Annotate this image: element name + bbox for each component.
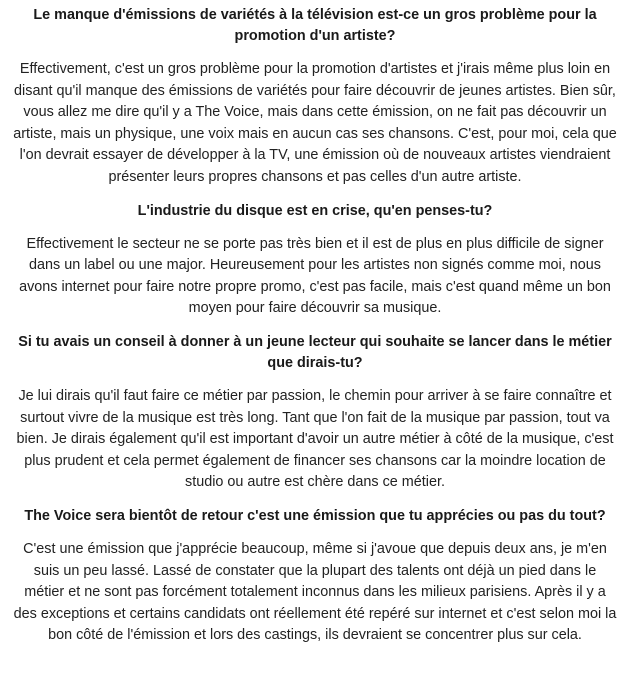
interview-answer-1: Effectivement, c'est un gros problème pour la promotion d'artistes et j'irais même plus loin en disant qu'il manque des émissions de variétés pour faire découvrir de jeunes artistes. Bien sûr, vous allez me dire qu'il y a The Voice, mais dans cette émission, on ne fait pas découvrir un artiste, mais un physique, une voix mais en aucun cas ses chansons. C'est, pour moi, cela que l'on devrait essayer de développer à la TV, une émission où de nouveaux artistes viendraient présenter leurs propres chansons et pas celles d'un autre artiste.	[13, 61, 617, 185]
interview-question-4: The Voice sera bientôt de retour c'est une émission que tu apprécies ou pas du tout?	[24, 507, 606, 524]
interview-answer-2: Effectivement le secteur ne se porte pas très bien et il est de plus en plus difficile de signer dans un label ou une major. Heureusement pour les artistes non signés comme moi, nous avons internet pour faire notre propre promo, c'est pas facile, mais c'est quand même un bon moyen pour faire découvrir sa musique.	[19, 235, 611, 317]
interview-question-3: Si tu avais un conseil à donner à un jeune lecteur qui souhaite se lancer dans le métier que dirais-tu?	[18, 333, 612, 371]
interview-answer-4: C'est une émission que j'apprécie beaucoup, même si j'avoue que depuis deux ans, je m'en suis un peu lassé. Lassé de constater que la plupart des talents ont déjà un pied dans le métier et ne sont pas forcément totalement inconnus dans les milieux parisiens. Après il y a des exceptions et certains candidats ont réellement été repéré sur internet et c'est selon moi la bon côté de l'émission et lors des castings, ils devraient se concentrer plus sur cela.	[13, 540, 617, 644]
interview-question-2: L'industrie du disque est en crise, qu'en penses-tu?	[137, 202, 493, 219]
interview-question-1: Le manque d'émissions de variétés à la télévision est-ce un gros problème pour la promotion d'un artiste?	[33, 7, 597, 44]
interview-answer-3: Je lui dirais qu'il faut faire ce métier par passion, le chemin pour arriver à se faire connaître et surtout vivre de la musique est très long. Tant que l'on fait de la musique par passion, tout va bien. Je dirais également qu'il est important d'avoir un autre métier à côté de la musique, c'est plus prudent et cela permet également de financer ses chansons car la moindre location de studio ou autre est chère dans ce métier.	[16, 387, 614, 491]
